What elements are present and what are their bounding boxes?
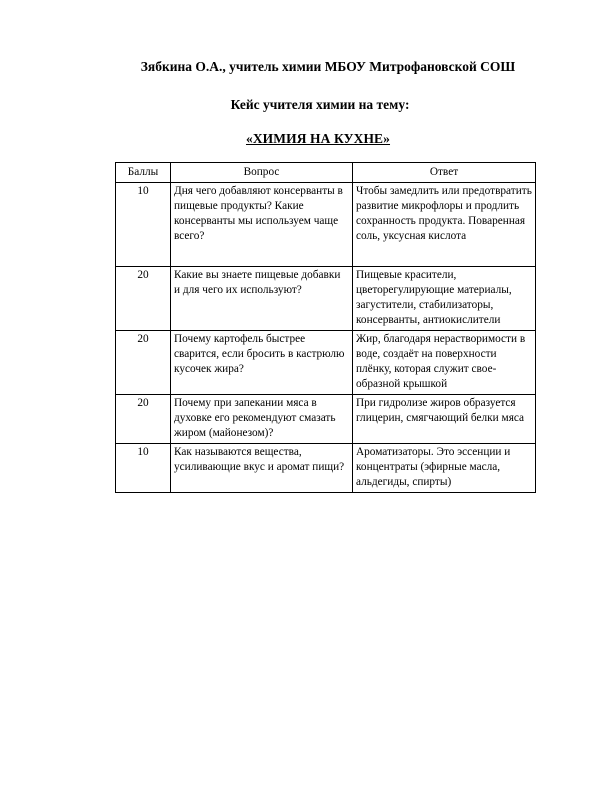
question-cell: Почему картофель быстрее сварится, если бросить в кастрюлю кусочек жира? — [171, 331, 353, 395]
question-cell: Какие вы знаете пищевые добавки и для чего их используют? — [171, 267, 353, 331]
score-cell: 20 — [116, 267, 171, 331]
author-line: Зябкина О.А., учитель химии МБОУ Митрофановской СОШ — [140, 59, 516, 74]
answer-cell: Жир, благодаря нерастворимости в воде, создаёт на поверхности плёнку, которая служит свое-образной крышкой — [353, 331, 536, 395]
score-cell: 20 — [116, 331, 171, 395]
answer-cell: Чтобы замедлить или предотвратить развитие микрофлоры и продлить сохранность продукта. Поваренная соль, уксусная кислота — [353, 183, 536, 267]
page-title: «ХИМИЯ НА КУХНЕ» — [245, 131, 391, 146]
column-header-question: Вопрос — [171, 163, 353, 183]
table-row — [116, 183, 536, 267]
case-subtitle: Кейс учителя химии на тему: — [230, 97, 410, 112]
table-row — [116, 444, 536, 493]
questions-table — [115, 162, 536, 493]
question-cell: Дня чего добавляют консерванты в пищевые продукты? Какие консерванты мы используем чаще всего? — [171, 183, 353, 267]
column-header-answer: Ответ — [353, 163, 536, 183]
score-cell: 20 — [116, 395, 171, 444]
answer-cell: При гидролизе жиров образуется глицерин, смягчающий белки мяса — [353, 395, 536, 444]
question-cell: Как называются вещества, усиливающие вкус и аромат пищи? — [171, 444, 353, 493]
score-cell: 10 — [116, 183, 171, 267]
table-header-row — [116, 163, 536, 183]
question-cell: Почему при запекании мяса в духовке его рекомендуют смазать жиром (майонезом)? — [171, 395, 353, 444]
score-cell: 10 — [116, 444, 171, 493]
table-row — [116, 331, 536, 395]
table-row — [116, 267, 536, 331]
column-header-score: Баллы — [116, 163, 171, 183]
answer-cell: Пищевые красители, цветорегулирующие материалы, загустители, стабилизаторы, консерванты, антиокислители — [353, 267, 536, 331]
table-row — [116, 395, 536, 444]
answer-cell: Ароматизаторы. Это эссенции и концентраты (эфирные масла, альдегиды, спирты) — [353, 444, 536, 493]
